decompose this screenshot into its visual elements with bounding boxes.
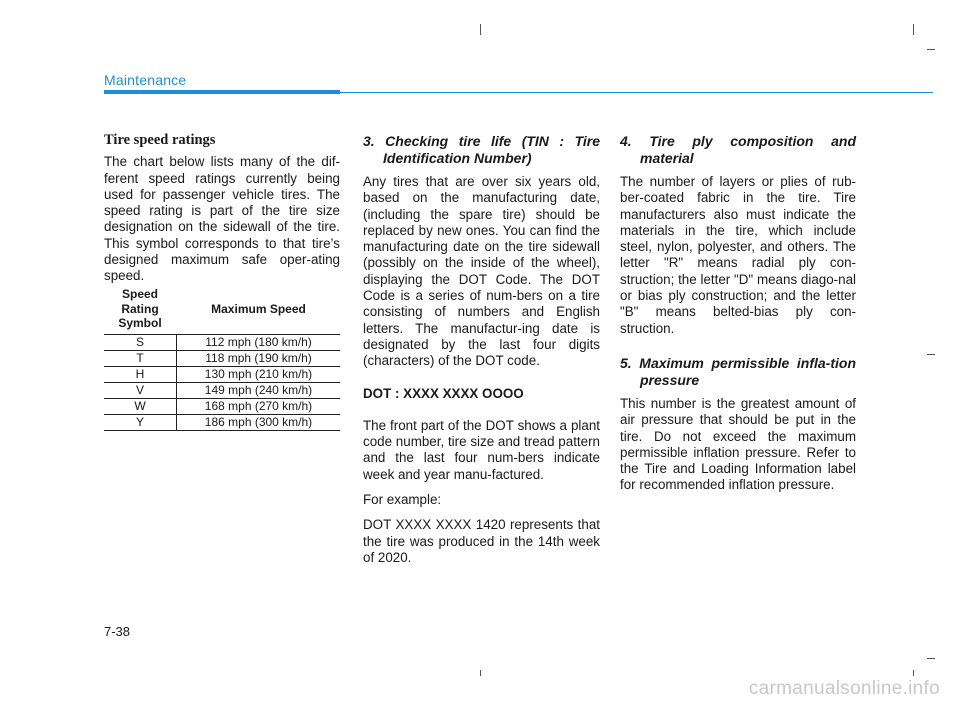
table-cell-symbol: H	[104, 366, 177, 382]
table-row	[104, 350, 340, 366]
table-header-symbol: Speed Rating Symbol	[104, 285, 177, 334]
crop-mark	[927, 354, 935, 355]
dot-explanation: The front part of the DOT shows a plant code number, tire size and tread pattern and the last four num-bers indicate week and year manu-factured.	[363, 417, 600, 482]
table-cell-speed: 149 mph (240 km/h)	[177, 382, 341, 398]
table-header-row	[104, 285, 340, 334]
ply-heading: 4. Tire ply composition and material	[620, 133, 856, 166]
tire-speed-paragraph: The chart below lists many of the dif-ferent speed ratings currently being used for passenger vehicle tires. The speed rating is part of the tire size designation on the sidewall of the tire. This symbol corresponds to that tire’s designed maximum safe oper-ating speed.	[104, 154, 340, 284]
table-cell-symbol: S	[104, 334, 177, 350]
table-cell-speed: 186 mph (300 km/h)	[177, 414, 341, 430]
example-text: DOT XXXX XXXX 1420 represents that the tire was produced in the 14th week of 2020.	[363, 517, 600, 565]
table-row	[104, 366, 340, 382]
table-row	[104, 398, 340, 414]
tin-heading: 3. Checking tire life (TIN : Tire Identification Number)	[363, 133, 600, 166]
table-cell-speed: 118 mph (190 km/h)	[177, 350, 341, 366]
table-cell-symbol: W	[104, 398, 177, 414]
table-cell-symbol: T	[104, 350, 177, 366]
table-cell-symbol: Y	[104, 414, 177, 430]
inflation-paragraph: This number is the greatest amount of air pressure that should be put in the tire. Do not exceed the maximum permissible inflation pressure. Refer to the Tire and Loading Information label for recommended inflation pressure.	[620, 395, 856, 493]
header-bar	[104, 90, 340, 94]
tire-speed-heading: Tire speed ratings	[104, 132, 216, 148]
crop-mark	[480, 670, 481, 676]
table-cell-speed: 130 mph (210 km/h)	[177, 366, 341, 382]
example-label: For example:	[363, 492, 442, 508]
page-number: 7-38	[104, 624, 131, 639]
dot-code: DOT : XXXX XXXX OOOO	[363, 385, 524, 401]
watermark: carmanualsonline.info	[748, 678, 940, 699]
table-row	[104, 414, 340, 430]
table-header-speed: Maximum Speed	[177, 285, 341, 334]
crop-mark	[480, 24, 481, 35]
crop-mark	[927, 49, 935, 50]
column-right	[620, 133, 856, 503]
ply-paragraph: The number of layers or plies of rub-ber-coated fabric in the tire. Tire manufacturers also must indicate the materials in the tire, which include steel, nylon, polyester, and others. The letter "R" means radial ply con-struction; the letter "D" means diago-nal or bias ply construction; and the letter "B" means belted-bias ply con-struction.	[620, 174, 856, 336]
crop-mark	[913, 24, 914, 35]
table-row	[104, 334, 340, 350]
section-title: Maintenance	[104, 72, 187, 88]
inflation-heading: 5. Maximum permissible infla-tion pressure	[620, 354, 856, 388]
table-row	[104, 382, 340, 398]
tin-paragraph: Any tires that are over six years old, based on the manufacturing date, (including the spare tire) should be replaced by new ones. You can find the manufacturing date on the tire sidewall (possibly on the inside of the wheel), displaying the DOT Code. The DOT Code is a series of num-bers on a tire consisting of numbers and English letters. The manufactur-ing date is designated by the last four digits (characters) of the DOT code.	[363, 174, 600, 369]
crop-mark	[913, 670, 914, 676]
header-rule	[340, 92, 933, 93]
table-cell-speed: 112 mph (180 km/h)	[177, 334, 341, 350]
column-middle	[363, 133, 600, 575]
speed-rating-table	[104, 285, 340, 431]
column-left	[104, 132, 340, 294]
crop-mark	[927, 658, 935, 659]
table-cell-speed: 168 mph (270 km/h)	[177, 398, 341, 414]
table-cell-symbol: V	[104, 382, 177, 398]
